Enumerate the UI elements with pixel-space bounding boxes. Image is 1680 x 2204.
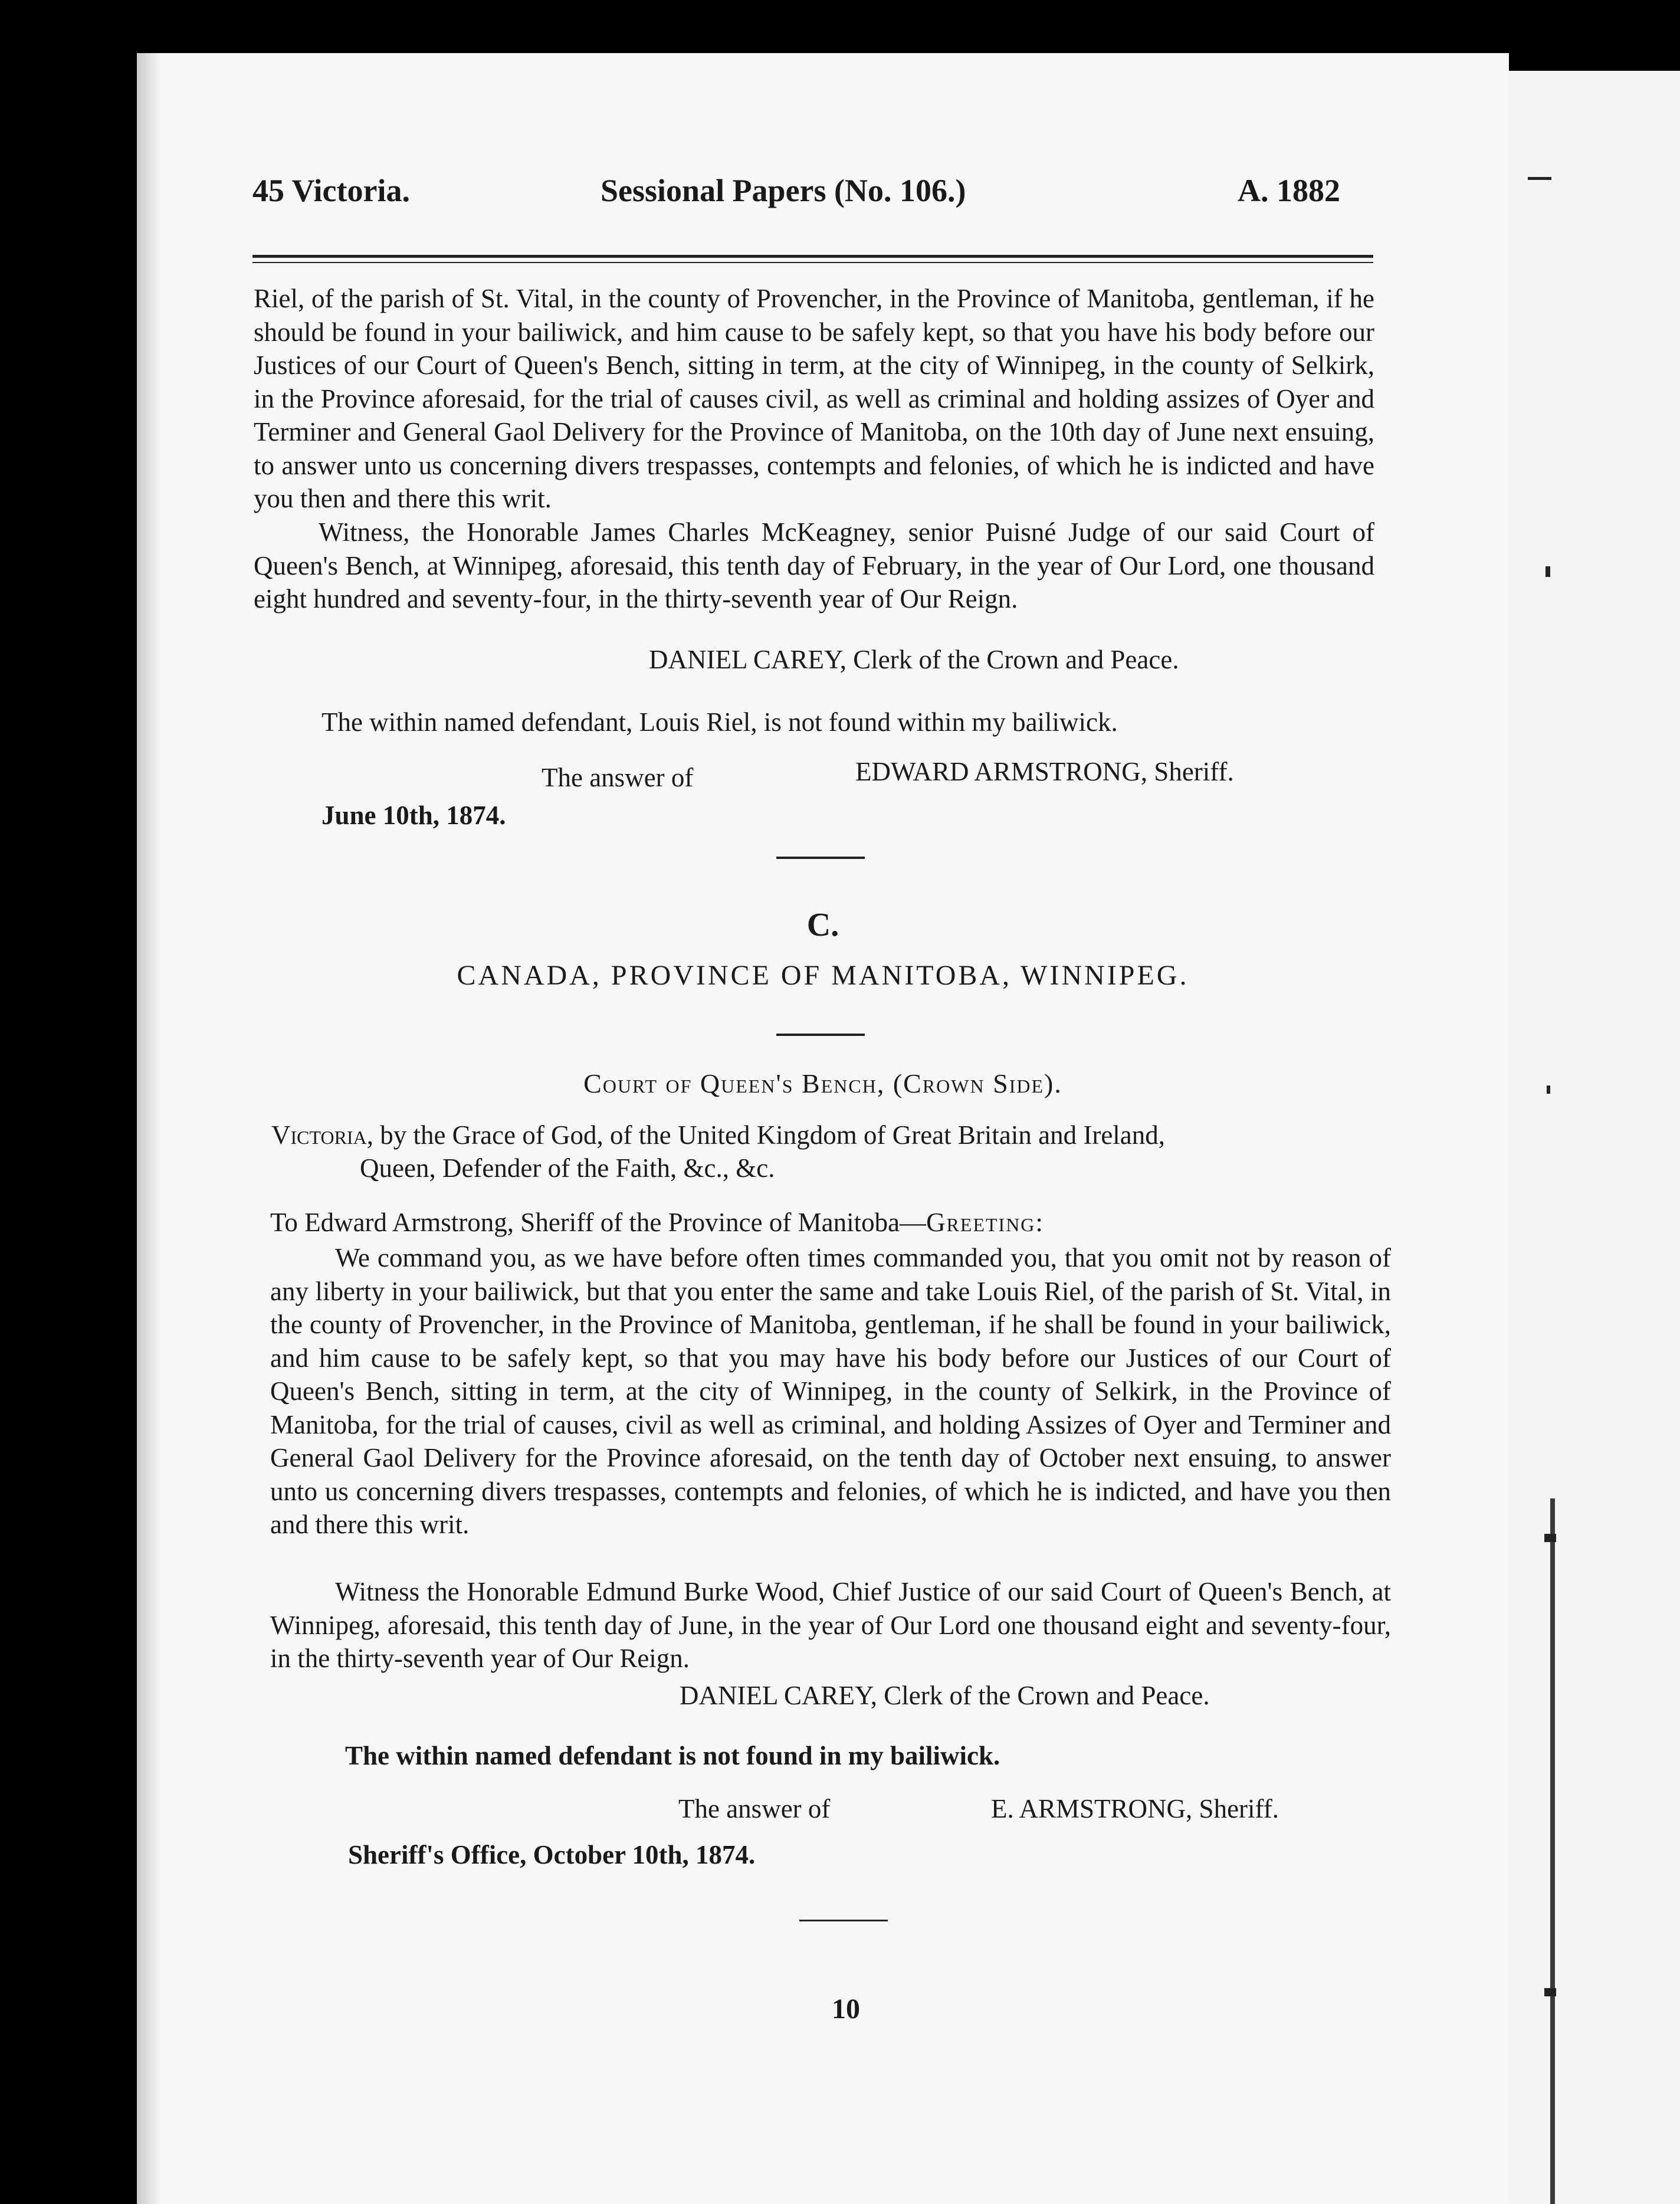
writ-c-return-note: The within named defendant is not found in my bailiwick. xyxy=(345,1741,1000,1770)
writ-b-sheriff: EDWARD ARMSTRONG, Sheriff. xyxy=(855,757,1234,786)
writ-b-witness: Witness, the Honorable James Charles McKeagney, senior Puisné Judge of our said Court of Queen's Bench, at Winnipeg, aforesaid, this tenth day of February, in the year of Our Lord, one thousand eight hundred and seventy-four, in the thirty-seventh year of Our Reign. xyxy=(254,517,1374,614)
victoria-line xyxy=(271,1120,1374,1150)
section-divider xyxy=(776,1034,865,1036)
jurisdiction-heading: CANADA, PROVINCE OF MANITOBA, WINNIPEG. xyxy=(457,960,1189,991)
writ-b-date: June 10th, 1874. xyxy=(321,801,506,830)
binding-edge xyxy=(1550,1498,1555,2204)
adjacent-page-edge xyxy=(1509,71,1680,2204)
greeting: Greeting: xyxy=(926,1208,1044,1237)
addressee: To Edward Armstrong, Sheriff of the Province of Manitoba— xyxy=(270,1208,927,1237)
section-divider xyxy=(799,1920,888,1921)
sovereign-title: , by the Grace of God, of the United Kingdom of Great Britain and Ireland, xyxy=(366,1120,1166,1150)
section-letter: C. xyxy=(806,907,839,943)
writ-c-signature: DANIEL CAREY, Clerk of the Crown and Peace. xyxy=(680,1681,1210,1710)
edge-mark xyxy=(1546,566,1550,577)
running-header xyxy=(252,172,1373,219)
writ-b-paragraph: Riel, of the parish of St. Vital, in the county of Provencher, in the Province of Manitoba, gentleman, if he should be found in your bailiwick, and him cause to be safely kept, so that you have his body before our Justices of our Court of Queen's Bench, sitting in term, at the city of Winnipeg, in the county of Selkirk, in the Province aforesaid, for the trial of causes civil, as well as criminal and holding assizes of Oyer and Terminer and General Gaol Delivery for the Province of Manitoba, on the 10th day of June next ensuing, to answer unto us concerning divers trespasses, contempts and felonies, of which he is indicted and have you then and there this writ. xyxy=(254,284,1374,513)
writ-c-paragraph: We command you, as we have before often times commanded you, that you omit not by reason of any liberty in your bailiwick, but that you enter the same and take Louis Riel, of the parish of St. Vital, in the county of Provencher, in the Province of Manitoba, gentleman, if he shall be found in your bailiwick, and him cause to be safely kept, so that you may have his body before our Justices of our Court of Queen's Bench, sitting in term, at the city of Winnipeg, in the county of Selkirk, in the Province of Manitoba, for the trial of causes, civil as well as criminal, and holding Assizes of Oyer and Terminer and General Gaol Delivery for the Province aforesaid, on the tenth day of October next ensuing, to answer unto us concerning divers trespasses, contempts and felonies, of which he is indicted, and have you then and there this writ. xyxy=(270,1243,1391,1539)
addressee-line xyxy=(270,1207,1044,1238)
page-number: 10 xyxy=(832,1993,860,2025)
edge-mark xyxy=(1544,1534,1556,1542)
writ-b-return-note: The within named defendant, Louis Riel, is not found within my bailiwick. xyxy=(321,707,1118,737)
section-divider xyxy=(776,857,865,859)
writ-c-answer-of: The answer of xyxy=(678,1794,831,1823)
writ-c-office-date: Sheriff's Office, October 10th, 1874. xyxy=(348,1840,756,1870)
page-gutter-shadow xyxy=(137,53,160,2204)
writ-c-witness: Witness the Honorable Edmund Burke Wood, Chief Justice of our said Court of Queen's Bench, at Winnipeg, aforesaid, this tenth day of June, in the year of Our Lord one thousand eight and seventy-four, in the thirty-seventh year of Our Reign. xyxy=(270,1577,1391,1673)
header-rule-thick xyxy=(252,255,1373,258)
writ-b-signature: DANIEL CAREY, Clerk of the Crown and Peace. xyxy=(649,645,1179,674)
victoria-line-2: Queen, Defender of the Faith, &c., &c. xyxy=(360,1153,775,1183)
edge-mark xyxy=(1544,1988,1556,1996)
sovereign-name: Victoria xyxy=(271,1120,367,1150)
header-year: A. 1882 xyxy=(1238,173,1340,208)
writ-c-sheriff: E. ARMSTRONG, Sheriff. xyxy=(991,1794,1279,1823)
court-heading: Court of Queen's Bench, (Crown Side). xyxy=(583,1068,1062,1098)
header-title: Sessional Papers (No. 106.) xyxy=(601,173,966,208)
header-rule-thin xyxy=(252,262,1373,263)
header-volume: 45 Victoria. xyxy=(252,173,410,208)
writ-b-answer-of: The answer of xyxy=(542,763,694,792)
edge-mark xyxy=(1528,177,1551,180)
edge-mark xyxy=(1547,1085,1550,1094)
